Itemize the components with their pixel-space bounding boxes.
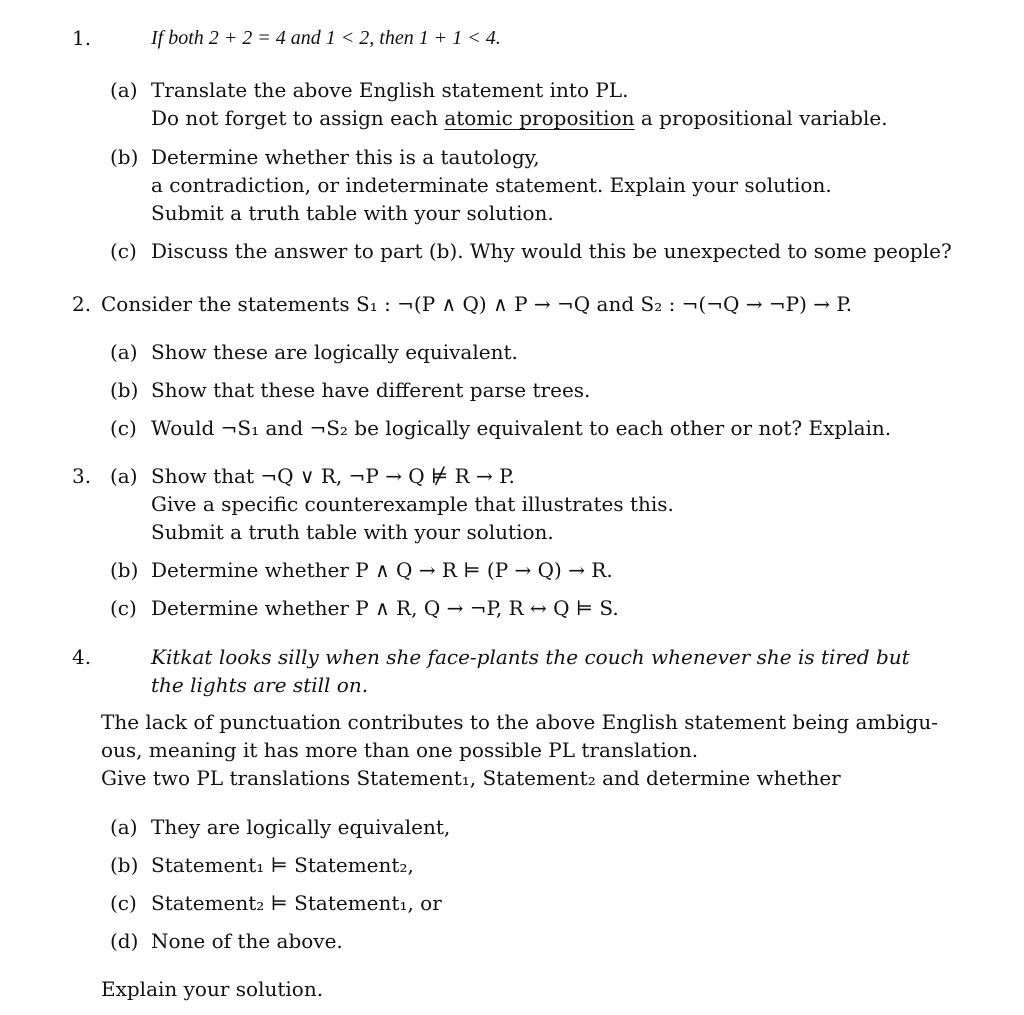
- problem-3a-label: (a): [110, 464, 138, 488]
- underlined-phrase: atomic proposition: [444, 106, 635, 130]
- problem-1b-line-3: Submit a truth table with your solution.: [151, 201, 554, 225]
- problem-4a-label: (a): [110, 815, 138, 839]
- problem-4-intro-line-3: Give two PL translations Statement₁, Statement₂ and determine whether: [101, 766, 841, 790]
- problem-4d-line-1: None of the above.: [151, 929, 343, 953]
- problem-1a-label: (a): [110, 78, 138, 102]
- problem-4-closing: Explain your solution.: [101, 977, 324, 1001]
- problem-4c-label: (c): [110, 891, 137, 915]
- problem-4-quote-line-1: Kitkat looks silly when she face-plants the couch whenever she is tired but: [151, 645, 910, 669]
- problem-4-quote-line-2: the lights are still on.: [151, 673, 369, 697]
- problem-3c-label: (c): [110, 596, 137, 620]
- problem-2-number: 2.: [72, 292, 92, 316]
- problem-4a-line-1: They are logically equivalent,: [151, 815, 451, 839]
- problem-3b-label: (b): [110, 558, 139, 582]
- problem-4b-label: (b): [110, 853, 139, 877]
- problem-4-intro-line-1: The lack of punctuation contributes to the above English statement being ambigu-: [101, 710, 938, 734]
- problem-1b-label: (b): [110, 145, 139, 169]
- problem-3a-line-2: Give a specific counterexample that illustrates this.: [151, 492, 674, 516]
- problem-1a-line-1: Translate the above English statement into PL.: [151, 78, 629, 102]
- problem-3a-line-1: Show that ¬Q ∨ R, ¬P → Q ⊭ R → P.: [151, 464, 515, 488]
- problem-4-number: 4.: [72, 645, 92, 669]
- problem-4b-line-1: Statement₁ ⊨ Statement₂,: [151, 853, 414, 877]
- problem-1c-line-1: Discuss the answer to part (b). Why would this be unexpected to some people?: [151, 239, 952, 263]
- problem-2a-label: (a): [110, 340, 138, 364]
- problem-2a-line-1: Show these are logically equivalent.: [151, 340, 518, 364]
- problem-2-statement: Consider the statements S₁ : ¬(P ∧ Q) ∧ P → ¬Q and S₂ : ¬(¬Q → ¬P) → P.: [101, 292, 853, 316]
- problem-1-statement: If both 2 + 2 = 4 and 1 < 2, then 1 + 1 < 4.: [151, 27, 501, 49]
- problem-2c-label: (c): [110, 416, 137, 440]
- problem-2c-line-1: Would ¬S₁ and ¬S₂ be logically equivalent to each other or not? Explain.: [151, 416, 892, 440]
- problem-1b-line-1: Determine whether this is a tautology,: [151, 145, 540, 169]
- problem-3a-line-3: Submit a truth table with your solution.: [151, 520, 554, 544]
- problem-4-intro-line-2: ous, meaning it has more than one possible PL translation.: [101, 738, 699, 762]
- problem-1c-label: (c): [110, 239, 137, 263]
- problem-4d-label: (d): [110, 929, 139, 953]
- problem-3-number: 3.: [72, 464, 92, 488]
- problem-4c-line-1: Statement₂ ⊨ Statement₁, or: [151, 891, 442, 915]
- problem-1a-line-2: Do not forget to assign each atomic proposition a propositional variable.: [151, 106, 888, 130]
- problem-1-number: 1.: [72, 26, 92, 50]
- problem-3b-line-1: Determine whether P ∧ Q → R ⊨ (P → Q) → R.: [151, 558, 613, 582]
- problem-2b-line-1: Show that these have different parse trees.: [151, 378, 591, 402]
- problem-3c-line-1: Determine whether P ∧ R, Q → ¬P, R ↔ Q ⊨ S.: [151, 596, 619, 620]
- problem-2b-label: (b): [110, 378, 139, 402]
- problem-1b-line-2: a contradiction, or indeterminate statement. Explain your solution.: [151, 173, 832, 197]
